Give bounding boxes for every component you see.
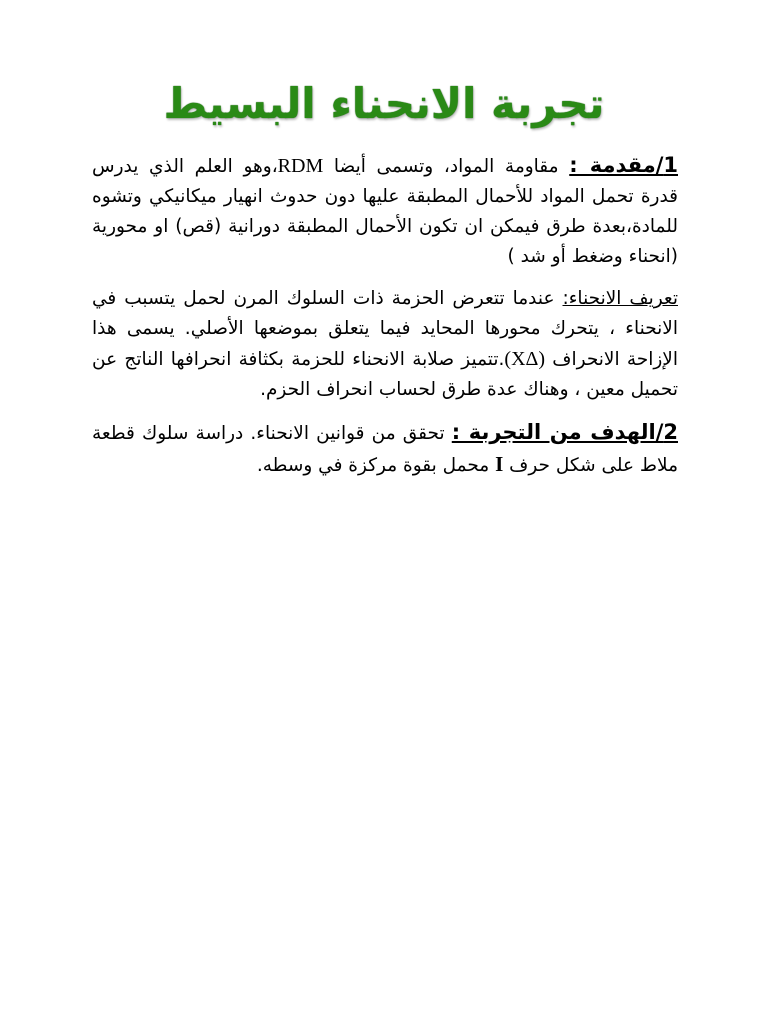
definition-paragraph [92,284,678,405]
intro-text-a: مقاومة المواد، وتسمى أيضا [323,156,570,177]
intro-paragraph [92,150,678,272]
document-body [92,150,678,493]
definition-text-a: عندما تتعرض الحزمة ذات السلوك المرن لحمل يتسبب في الانحناء ، يتحرك محورها المحايد فيما يتعلق بموضعها الأصلي. يسمى هذا الإزاحة الانحراف [92,288,679,370]
definition-label: تعريف الانحناء: [562,288,678,309]
deflection-symbol: (XΔ) [504,348,546,370]
intro-heading: 1/مقدمة : [569,153,678,177]
document-title: تجربة الانحناء البسيط [163,79,605,128]
i-letter: I [495,452,504,476]
goal-heading: 2/الهدف من التجربة : [451,420,678,444]
intro-text-b: ،وهو العلم الذي يدرس قدرة تحمل المواد للأحمال المطبقة عليها دون حدوث انهيار ميكانيكي وتشوه للمادة،بعدة طرق فيمكن ان تكون الأحمال المطبقة دورانية (قص) او محورية (انحناء وضغط أو شد ) [92,156,678,267]
goal-text-a: تحقق من قوانين الانحناء. دراسة سلوك قطعة ملاط على شكل حرف [92,423,678,476]
goal-text-b: محمل بقوة مركزة في وسطه. [256,455,496,476]
definition-text-b: .تتميز صلابة الانحناء للحزمة بكثافة انحرافها الناتج عن تحميل معين ، وهناك عدة طرق لحساب انحراف الحزم. [92,349,678,400]
goal-paragraph [92,417,678,481]
rdm-abbreviation: RDM [277,155,324,177]
